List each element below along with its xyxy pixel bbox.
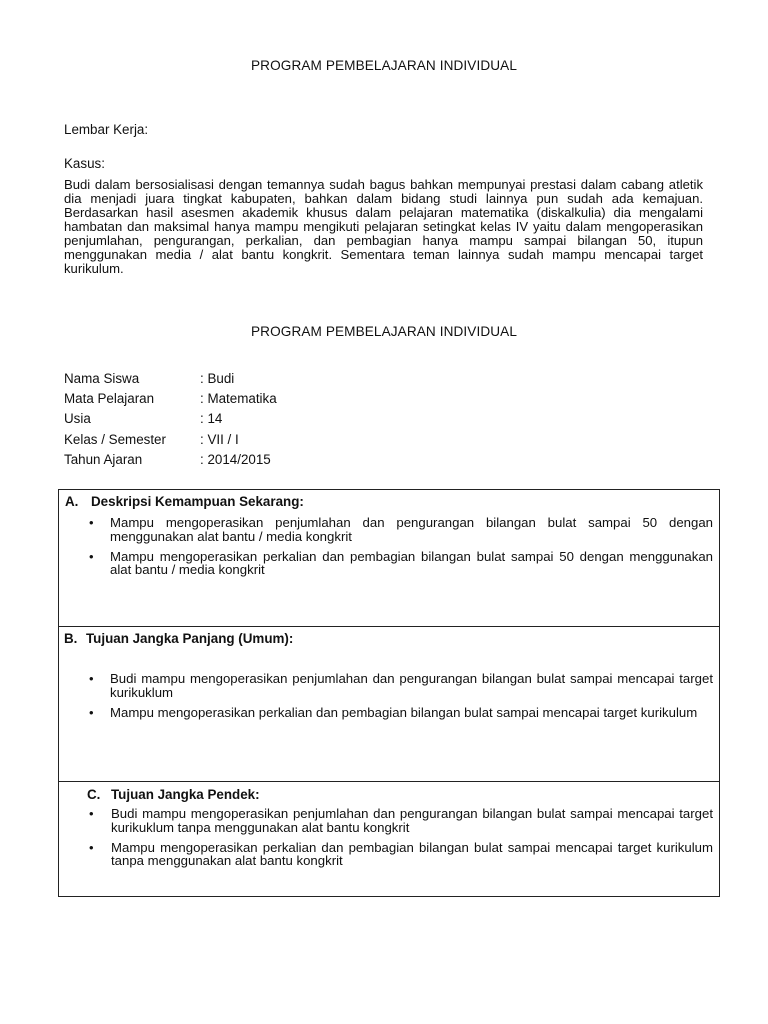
bullet-icon: • — [89, 704, 94, 720]
student-info — [64, 368, 277, 469]
info-row-subject — [64, 388, 277, 408]
section-heading — [87, 787, 260, 802]
section-letter: B. — [64, 631, 78, 646]
info-value: : Budi — [200, 371, 234, 386]
section-current-ability — [58, 489, 720, 627]
bullet-icon: • — [89, 548, 94, 564]
bullet-list — [87, 807, 713, 874]
case-description: Budi dalam bersosialisasi dengan temannya sudah bagus bahkan mempunyai prestasi dalam cabang atletik dia menjadi juara tingkat kabupaten, bahkan dalam bidang studi lainnya pun sudah ada kemajuan. Berdasarkan hasil asesmen akademik khusus dalam pelajaran matematika (diskalkulia) dia mengalami hambatan dan maksimal hanya mampu mengikuti pelajaran setingkat kelas IV yaitu dalam mengoperasikan penjumlahan, pengurangan, perkalian, dan pembagian hanya mampu sampai bilangan 50, itupun menggunakan media / alat bantu kongkrit. Sementara teman lainnya sudah mampu mencapai target kurikulum. — [64, 177, 703, 276]
info-value: : VII / I — [200, 432, 239, 447]
list-item — [87, 550, 713, 578]
list-item — [87, 807, 713, 835]
case-label: Kasus: — [64, 156, 105, 171]
list-item — [87, 516, 713, 544]
bullet-list — [87, 516, 713, 583]
list-item — [87, 672, 713, 700]
program-title: PROGRAM PEMBELAJARAN INDIVIDUAL — [251, 324, 517, 339]
bullet-icon: • — [89, 839, 94, 855]
info-row-age — [64, 409, 277, 429]
info-value: : Matematika — [200, 391, 277, 406]
list-item-text: Budi mampu mengoperasikan penjumlahan dan pengurangan bilangan bulat sampai mencapai target kurikuklum tanpa menggunakan alat bantu kongkrit — [111, 806, 713, 835]
info-row-class — [64, 429, 277, 449]
page-title: PROGRAM PEMBELAJARAN INDIVIDUAL — [251, 58, 517, 73]
list-item-text: Mampu mengoperasikan perkalian dan pembagian bilangan bulat sampai 50 dengan menggunakan alat bantu / media kongkrit — [110, 548, 713, 578]
info-label: Kelas / Semester — [64, 431, 166, 447]
info-label: Tahun Ajaran — [64, 451, 143, 467]
section-title: Tujuan Jangka Panjang (Umum): — [86, 631, 294, 646]
list-item-text: Mampu mengoperasikan penjumlahan dan pengurangan bilangan bulat sampai 50 dengan menggunakan alat bantu / media kongkrit — [110, 515, 713, 544]
info-row-year — [64, 449, 277, 469]
list-item-text: Mampu mengoperasikan perkalian dan pembagian bilangan bulat sampai mencapai target kurikulum — [110, 704, 698, 720]
bullet-icon: • — [89, 515, 94, 530]
section-title: Tujuan Jangka Pendek: — [111, 787, 260, 802]
worksheet-label: Lembar Kerja: — [64, 122, 149, 137]
list-item — [87, 706, 713, 720]
section-title: Deskripsi Kemampuan Sekarang: — [91, 494, 304, 509]
info-label: Usia — [64, 411, 91, 427]
list-item-text: Mampu mengoperasikan perkalian dan pembagian bilangan bulat sampai mencapai target kurikulum tanpa menggunakan alat bantu kongkrit — [111, 839, 713, 869]
section-long-term-goal — [58, 626, 720, 782]
info-label: Mata Pelajaran — [64, 390, 155, 406]
bullet-icon: • — [89, 671, 94, 686]
list-item — [87, 841, 713, 869]
section-heading — [65, 494, 304, 509]
section-letter: A. — [65, 494, 79, 509]
section-heading — [64, 631, 293, 646]
bullet-list — [87, 672, 713, 725]
info-value: : 2014/2015 — [200, 452, 271, 467]
bullet-icon: • — [89, 806, 94, 821]
info-row-name — [64, 368, 277, 388]
section-letter: C. — [87, 787, 101, 802]
info-value: : 14 — [200, 411, 222, 426]
info-label: Nama Siswa — [64, 370, 140, 386]
list-item-text: Budi mampu mengoperasikan penjumlahan dan pengurangan bilangan bulat sampai mencapai target kurikuklum — [110, 671, 713, 700]
section-short-term-goal — [58, 781, 720, 897]
